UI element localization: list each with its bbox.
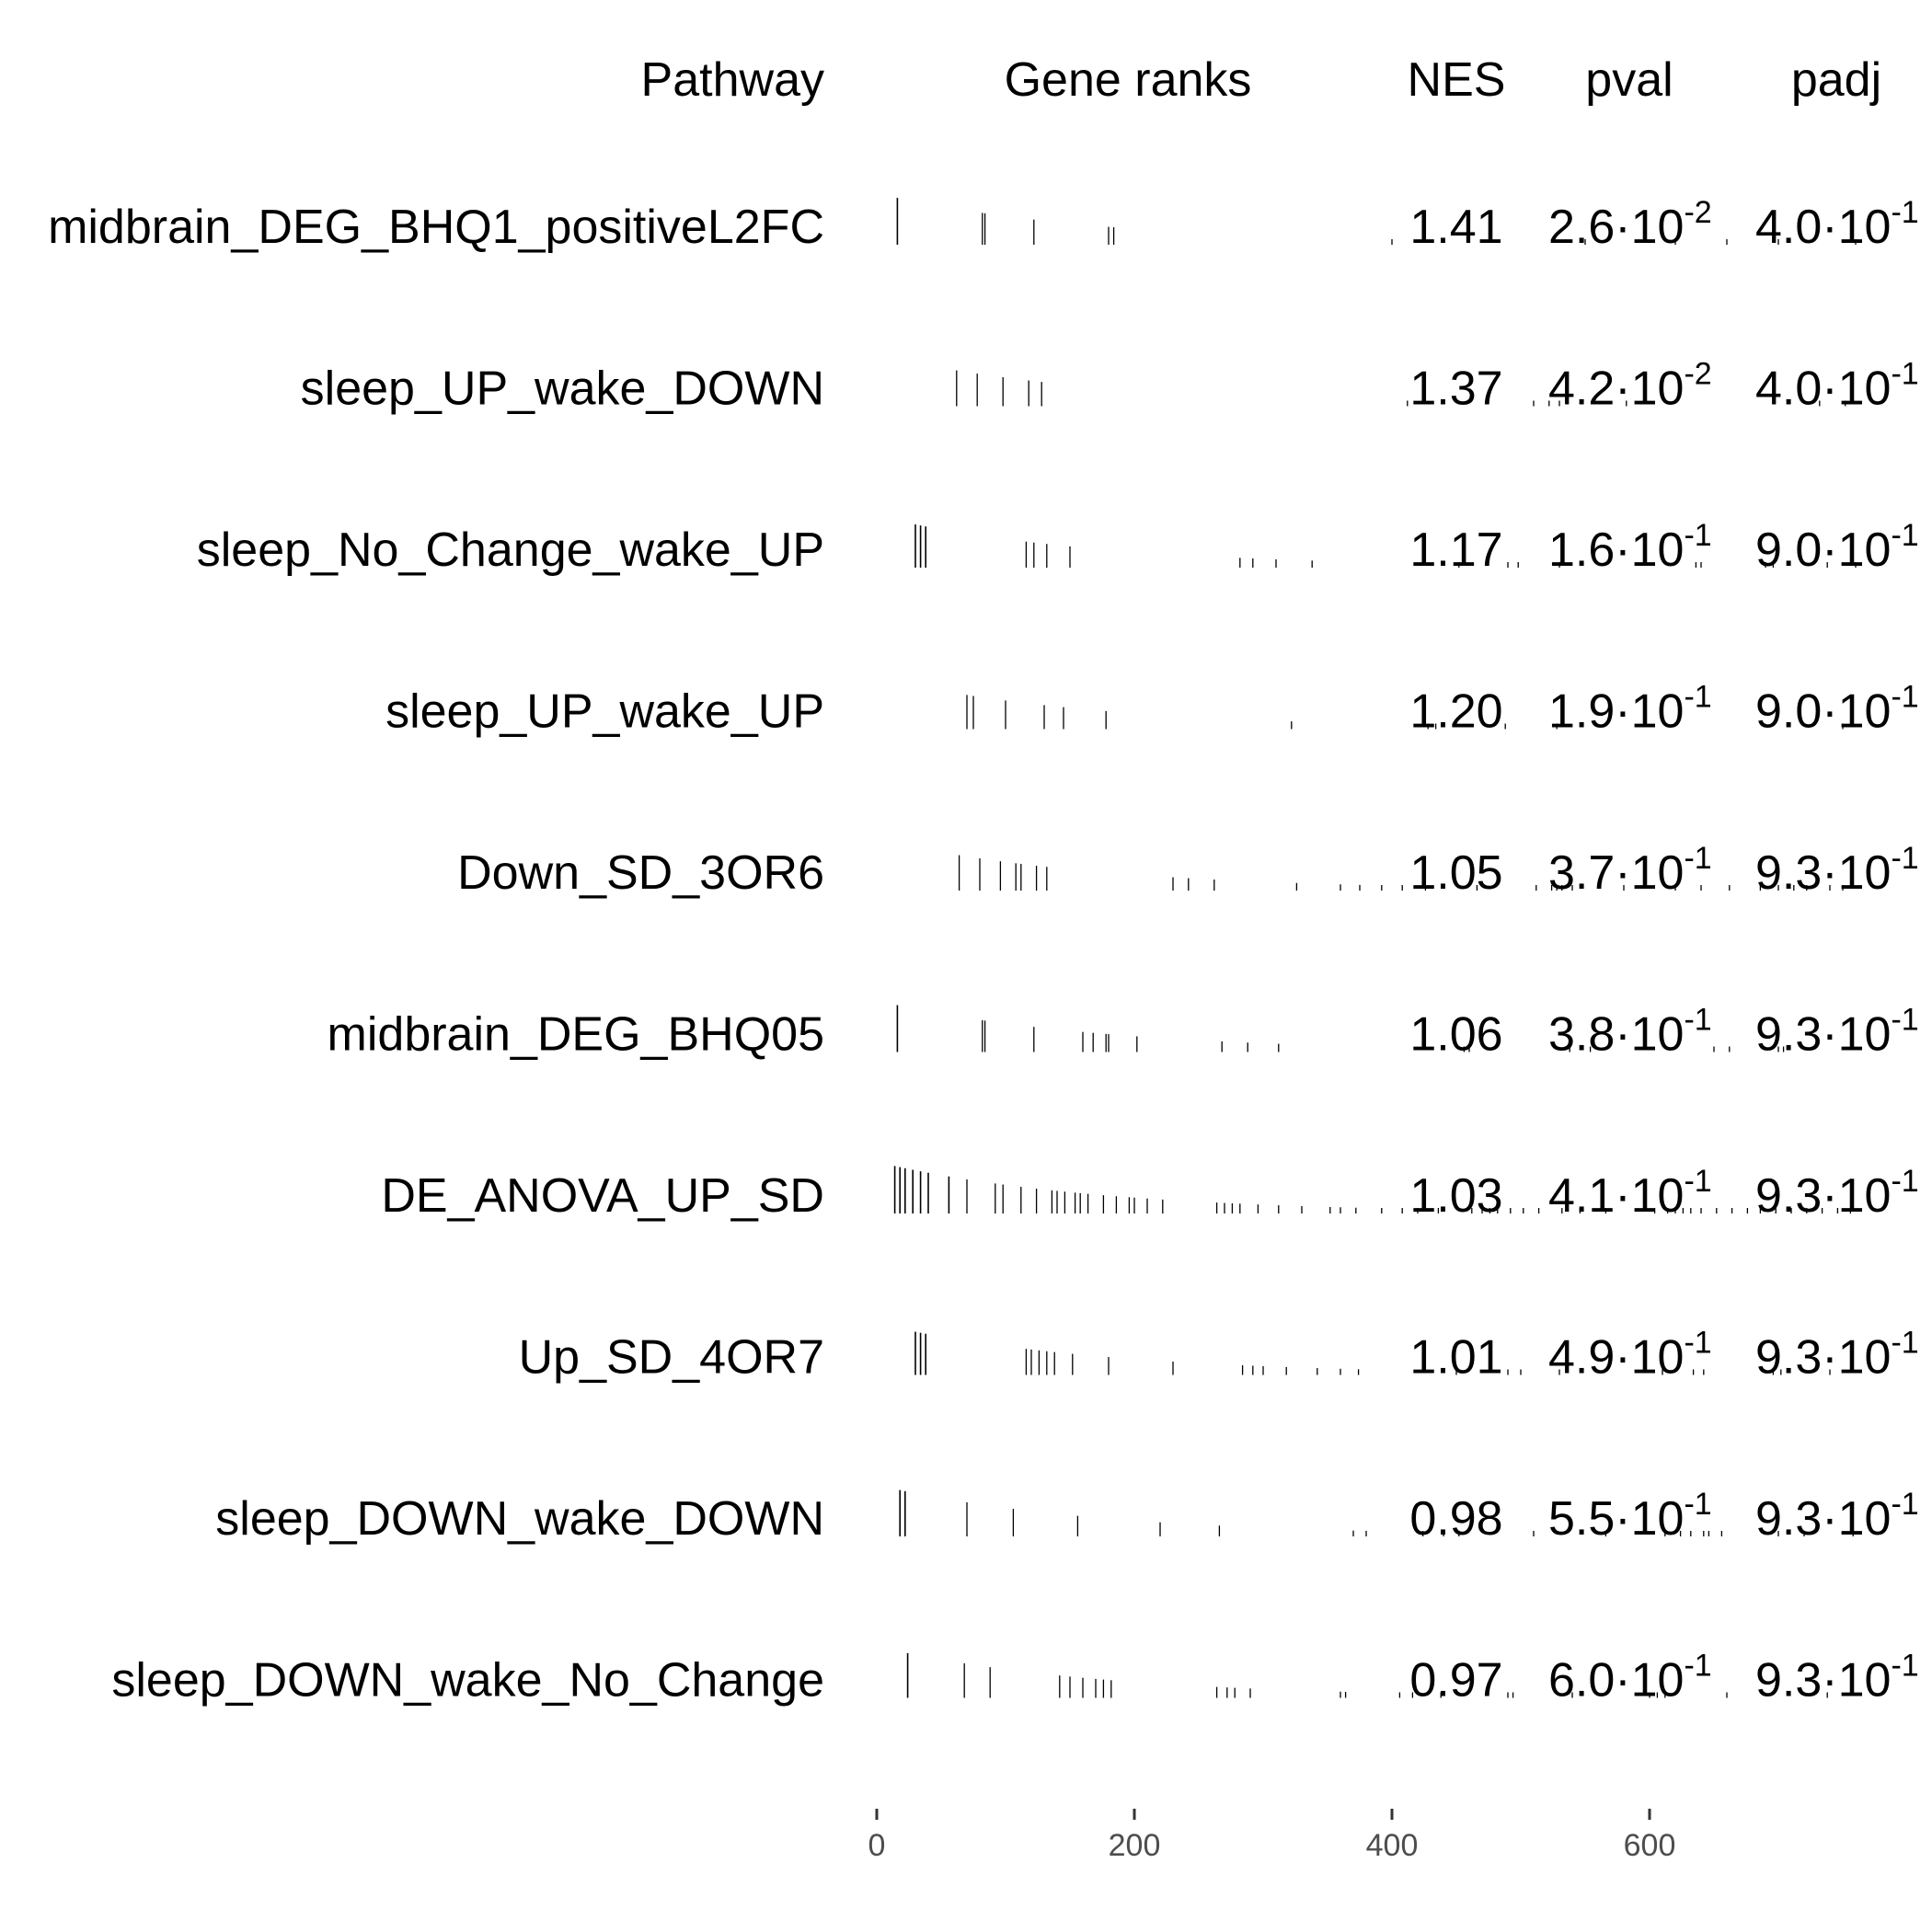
nes-value: 1.20: [1409, 684, 1503, 739]
padj-value-exponent: -1: [1891, 518, 1919, 553]
header-gene-ranks: Gene ranks: [1004, 53, 1252, 107]
padj-value: [1755, 518, 1919, 577]
padj-value-mantissa: 9.0·10: [1755, 684, 1892, 739]
pathway-label: sleep_DOWN_wake_DOWN: [215, 1492, 824, 1546]
pval-value: [1548, 518, 1712, 577]
pathway-row: [457, 841, 1919, 900]
nes-value: 1.41: [1409, 201, 1503, 254]
padj-value: [1755, 1487, 1919, 1546]
nes-value: 1.37: [1409, 362, 1503, 416]
pval-value-mantissa: 3.8·10: [1548, 1007, 1685, 1062]
header-pathway: Pathway: [640, 53, 824, 107]
padj-value: [1755, 680, 1919, 739]
header-pval: pval: [1585, 53, 1673, 107]
pathway-label: sleep_No_Change_wake_UP: [196, 523, 824, 577]
pval-value: [1548, 680, 1712, 739]
padj-value: [1755, 1649, 1919, 1708]
x-axis-tick-label: 0: [868, 1828, 886, 1863]
padj-value-exponent: -1: [1891, 195, 1919, 230]
pathway-row: [381, 1164, 1918, 1223]
pval-value-exponent: -1: [1684, 1164, 1712, 1199]
padj-value-exponent: -1: [1891, 679, 1919, 715]
padj-value: [1755, 1003, 1919, 1062]
nes-value: 1.05: [1409, 846, 1503, 900]
nes-value: 1.17: [1409, 523, 1503, 577]
pval-value-exponent: -2: [1684, 356, 1712, 392]
column-headers: [641, 53, 1882, 107]
pval-value-exponent: -1: [1684, 1002, 1712, 1038]
pathway-label: DE_ANOVA_UP_SD: [381, 1169, 824, 1223]
pval-value-exponent: -2: [1684, 195, 1712, 230]
padj-value-mantissa: 9.3·10: [1755, 1007, 1892, 1062]
x-axis-tick-label: 400: [1365, 1828, 1419, 1863]
gene-rank-ticks: [957, 371, 1846, 407]
pval-value-exponent: -1: [1684, 841, 1712, 876]
padj-value: [1755, 357, 1919, 416]
pathway-label: sleep_UP_wake_DOWN: [300, 362, 824, 416]
nes-value: 0.97: [1409, 1653, 1503, 1708]
pval-value-mantissa: 6.0·10: [1548, 1653, 1685, 1708]
padj-value: [1755, 841, 1919, 900]
padj-value-mantissa: 9.3·10: [1755, 1169, 1892, 1223]
padj-value: [1755, 195, 1919, 254]
pval-value-mantissa: 4.9·10: [1548, 1330, 1685, 1385]
pval-value-exponent: -1: [1684, 518, 1712, 553]
pathway-label: Down_SD_3OR6: [457, 846, 824, 900]
padj-value-mantissa: 9.3·10: [1755, 846, 1892, 900]
pval-value-exponent: -1: [1684, 679, 1712, 715]
header-nes: NES: [1407, 53, 1506, 107]
padj-value-mantissa: 4.0·10: [1755, 201, 1892, 254]
nes-value: 1.03: [1409, 1169, 1503, 1223]
padj-value-mantissa: 9.3·10: [1755, 1492, 1892, 1546]
pval-value: [1548, 841, 1712, 900]
nes-value: 0.98: [1409, 1492, 1503, 1546]
pathway-label: Up_SD_4OR7: [518, 1330, 824, 1385]
nes-value: 1.06: [1409, 1007, 1503, 1062]
nes-value: 1.01: [1409, 1330, 1503, 1385]
pval-value-mantissa: 1.9·10: [1548, 684, 1685, 739]
pval-value: [1548, 357, 1712, 416]
padj-value-exponent: -1: [1891, 1164, 1919, 1199]
pval-value: [1548, 1649, 1712, 1708]
pathway-label: midbrain_DEG_BHQ05: [327, 1007, 824, 1062]
gene-rank-ticks: [915, 524, 1856, 568]
x-axis-tick-label: 200: [1108, 1828, 1161, 1863]
pval-value-mantissa: 2.6·10: [1548, 201, 1685, 254]
padj-value-exponent: -1: [1891, 1487, 1919, 1522]
header-padj: padj: [1790, 53, 1882, 107]
pval-value-exponent: -1: [1684, 1325, 1712, 1361]
padj-value-exponent: -1: [1891, 356, 1919, 392]
pathway-row: [215, 1487, 1918, 1546]
pval-value-mantissa: 4.2·10: [1548, 362, 1685, 416]
padj-value-exponent: -1: [1891, 1002, 1919, 1038]
padj-value-exponent: -1: [1891, 1648, 1919, 1684]
padj-value-mantissa: 9.3·10: [1755, 1330, 1892, 1385]
pathway-row: [328, 1003, 1919, 1062]
gene-rank-ticks: [897, 198, 1856, 245]
pathway-row: [385, 680, 1919, 739]
pval-value-exponent: -1: [1684, 1487, 1712, 1522]
padj-value-exponent: -1: [1891, 1325, 1919, 1361]
pathway-row: [48, 195, 1919, 254]
pathway-rows: [48, 195, 1919, 1708]
padj-value-mantissa: 9.3·10: [1755, 1653, 1892, 1708]
pval-value: [1548, 1487, 1712, 1546]
padj-value: [1755, 1164, 1919, 1223]
pathway-row: [111, 1649, 1918, 1708]
padj-value-exponent: -1: [1891, 841, 1919, 876]
pathway-row: [301, 357, 1919, 416]
pval-value-mantissa: 4.1·10: [1548, 1169, 1685, 1223]
pval-value-exponent: -1: [1684, 1648, 1712, 1684]
pval-value: [1548, 1003, 1712, 1062]
pathway-row: [197, 518, 1919, 577]
pathway-label: sleep_DOWN_wake_No_Change: [111, 1653, 824, 1708]
padj-value: [1755, 1326, 1919, 1385]
padj-value-mantissa: 4.0·10: [1755, 362, 1892, 416]
pval-value-mantissa: 1.6·10: [1548, 523, 1685, 577]
pathway-row: [519, 1326, 1919, 1385]
x-axis-tick-label: 600: [1623, 1828, 1676, 1863]
pathway-label: sleep_UP_wake_UP: [385, 684, 824, 739]
pval-value-mantissa: 3.7·10: [1548, 846, 1685, 900]
pathway-label: midbrain_DEG_BHQ1_positiveL2FC: [48, 201, 824, 254]
pval-value: [1548, 1164, 1712, 1223]
pval-value: [1548, 195, 1712, 254]
pval-value-mantissa: 5.5·10: [1548, 1492, 1685, 1546]
padj-value-mantissa: 9.0·10: [1755, 523, 1892, 577]
pval-value: [1548, 1326, 1712, 1385]
gene-ranks-x-axis: [868, 1809, 1676, 1863]
